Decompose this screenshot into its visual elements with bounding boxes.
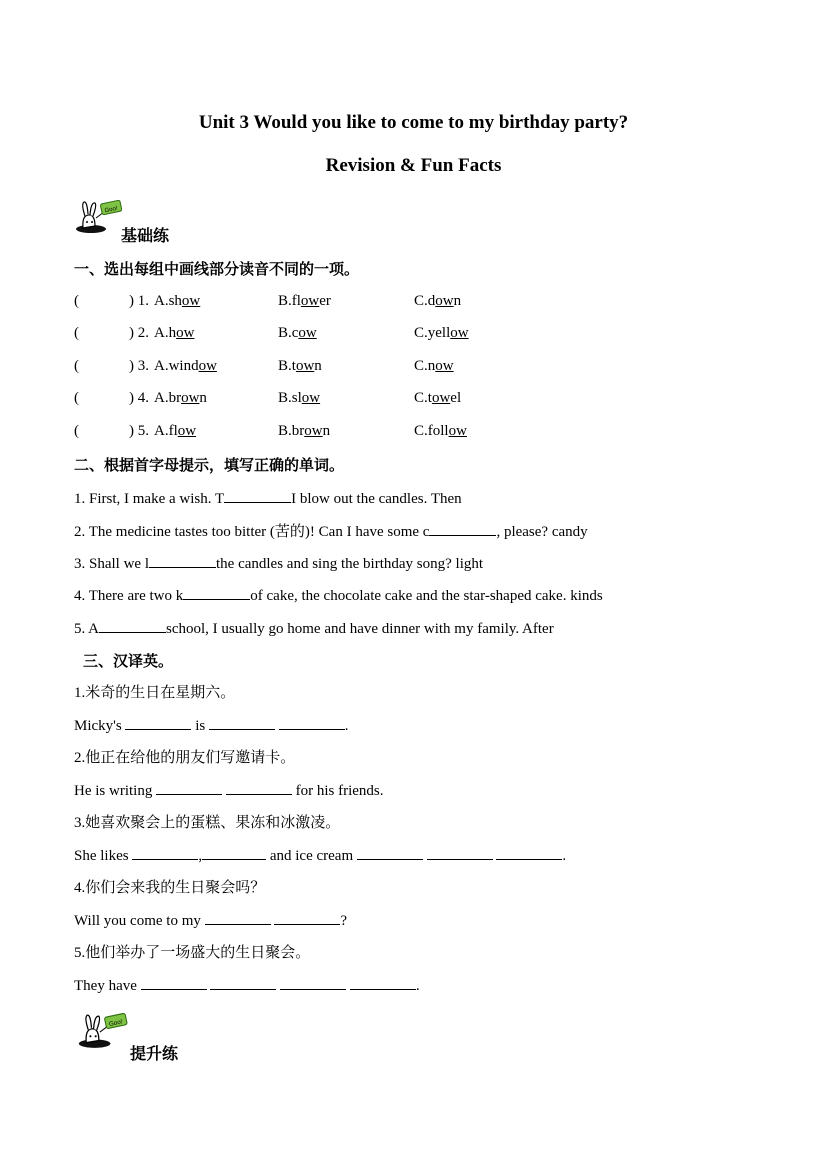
answer-blank[interactable] [429,521,496,536]
bunny-mascot-icon [74,198,122,236]
advanced-practice-label: 提升练 [130,1046,179,1063]
option-b: B.town [278,358,322,374]
option-a: A.window [154,358,217,374]
part3-item-5-english: They have . [74,975,420,995]
answer-blank[interactable] [427,845,493,860]
svg-text:Goo!: Goo! [108,1018,124,1029]
question-number: ) 4. [129,390,149,406]
option-b: B.cow [278,325,317,341]
answer-blank[interactable] [132,845,198,860]
answer-blank[interactable] [205,910,271,925]
part3-item-3-chinese: 3.她喜欢聚会上的蛋糕、果冻和冰激凌。 [74,815,341,831]
part3-item-1-chinese: 1.米奇的生日在星期六。 [74,685,236,701]
answer-paren[interactable]: ( [74,293,79,309]
option-a: A.show [154,293,201,309]
answer-blank[interactable] [350,975,416,990]
answer-blank[interactable] [125,715,191,730]
option-c: C.down [414,293,462,309]
part2-item-5: 5. A school, I usually go home and have dinner with my family. After [74,618,554,638]
answer-blank[interactable] [226,780,292,795]
answer-blank[interactable] [183,585,250,600]
answer-blank[interactable] [141,975,207,990]
part3-item-4-english: Will you come to my ? [74,910,347,930]
part3-heading: 三、汉译英。 [83,654,174,670]
option-c: C.follow [414,423,467,439]
question-number: ) 5. [129,423,149,439]
answer-paren[interactable]: ( [74,325,79,341]
answer-blank[interactable] [280,975,346,990]
option-b: B.flower [278,293,331,309]
part3-item-4-chinese: 4.你们会来我的生日聚会吗？ [74,880,266,896]
answer-paren[interactable]: ( [74,358,79,374]
question-number: ) 3. [129,358,149,374]
part2-heading: 二、根据首字母提示，填写正确的单词。 [74,458,345,474]
answer-blank[interactable] [274,910,340,925]
answer-blank[interactable] [99,618,166,633]
part3-item-5-chinese: 5.他们举办了一场盛大的生日聚会。 [74,945,311,961]
answer-blank[interactable] [149,553,216,568]
answer-blank[interactable] [202,845,266,860]
answer-blank[interactable] [496,845,562,860]
option-a: A.how [154,325,195,341]
question-number: ) 1. [129,293,149,309]
svg-text:Goo!: Goo! [104,205,119,215]
answer-blank[interactable] [279,715,345,730]
option-b: B.brown [278,423,331,439]
answer-blank[interactable] [224,488,291,503]
answer-blank[interactable] [357,845,423,860]
answer-paren[interactable]: ( [74,423,79,439]
question-number: ) 2. [129,325,149,341]
part3-item-2-chinese: 2.他正在给他的朋友们写邀请卡。 [74,750,296,766]
part2-item-2: 2. The medicine tastes too bitter (苦的)! Can I have some c , please? candy [74,520,588,541]
bunny-mascot-icon [76,1011,128,1051]
part2-item-4: 4. There are two k of cake, the chocolate cake and the star-shaped cake. kinds [74,585,603,605]
part1-heading: 一、选出每组中画线部分读音不同的一项。 [74,262,360,278]
answer-blank[interactable] [210,975,276,990]
answer-blank[interactable] [156,780,222,795]
option-b: B.slow [278,390,321,406]
option-c: C.yellow [414,325,469,341]
page-title: Unit 3 Would you like to come to my birthday party? [198,112,629,133]
part3-item-1-english: Micky's is . [74,715,348,735]
option-c: C.towel [414,390,462,406]
part2-item-3: 3. Shall we l the candles and sing the birthday song? light [74,553,483,573]
basic-practice-label: 基础练 [121,228,170,245]
answer-blank[interactable] [209,715,275,730]
option-c: C.now [414,358,454,374]
part3-item-2-english: He is writing for his friends. [74,780,383,800]
option-a: A.flow [154,423,197,439]
part3-item-3-english: She likes , and ice cream . [74,845,566,865]
page-subtitle: Revision & Fun Facts [325,155,502,176]
answer-paren[interactable]: ( [74,390,79,406]
option-a: A.brown [154,390,207,406]
part2-item-1: 1. First, I make a wish. T I blow out the candles. Then [74,488,462,508]
